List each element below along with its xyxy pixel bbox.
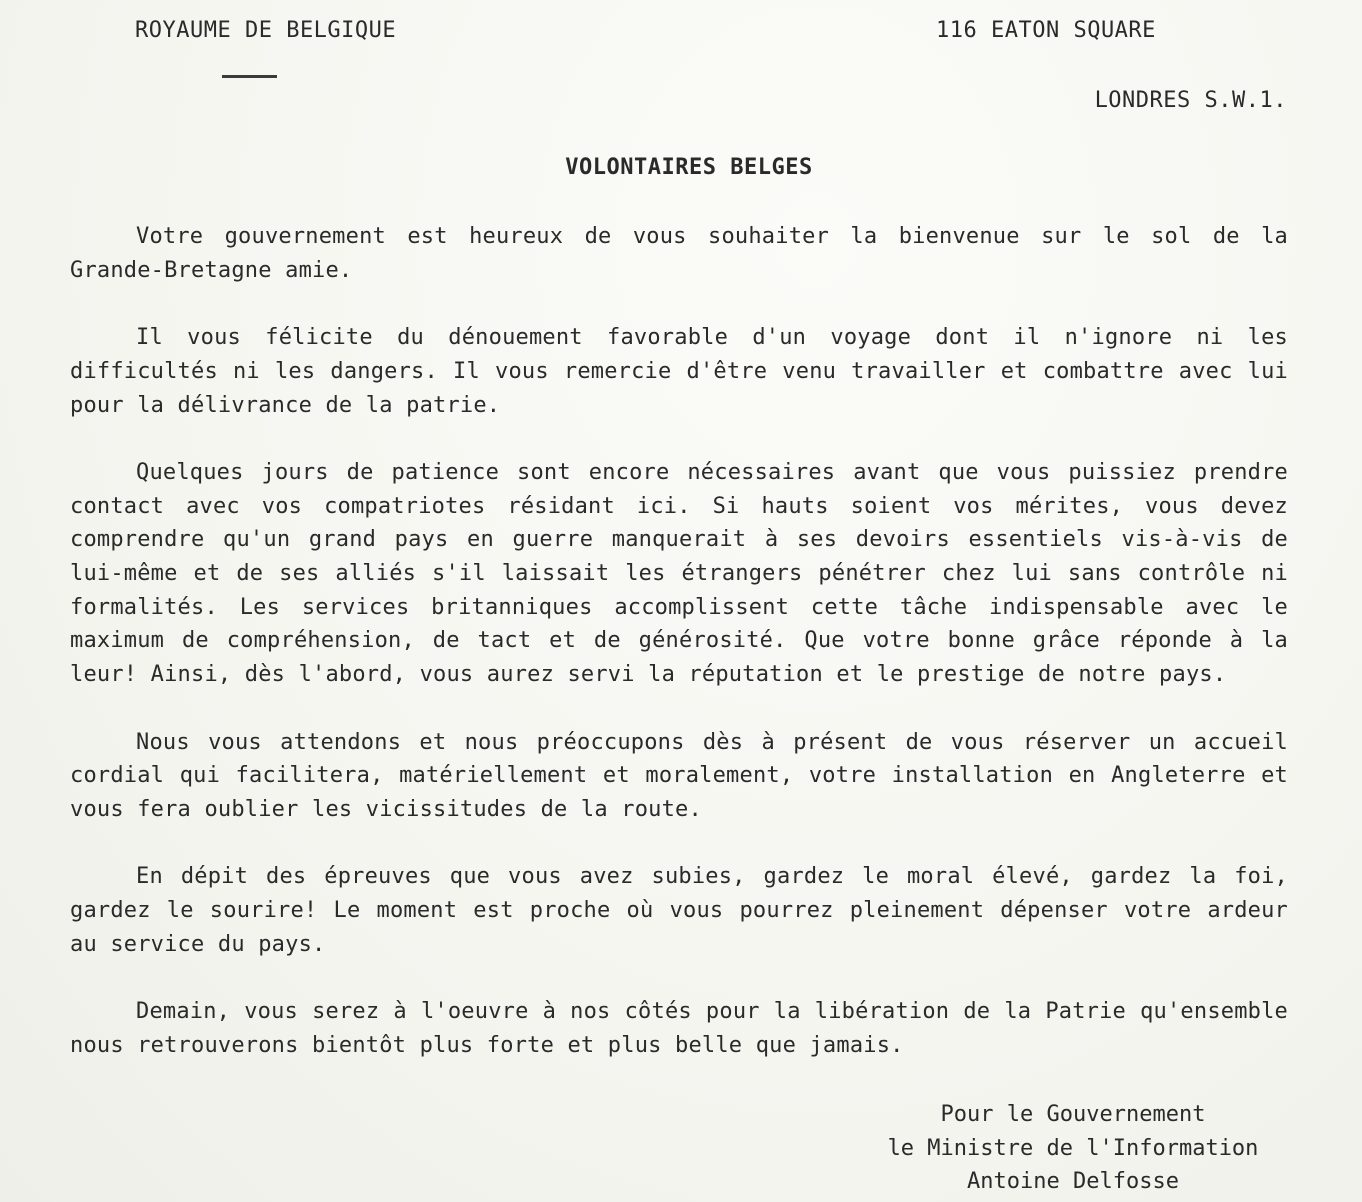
letter-body <box>70 220 1288 1096</box>
header-address: 116 EATON SQUARE <box>936 18 1156 43</box>
header-underline <box>222 75 277 78</box>
paragraph-3: Quelques jours de patience sont encore nécessaires avant que vous puissiez prendre contact avec vos compatriotes résidant ici. Si hauts soient vos mérites, vous devez comprendre qu'un grand pays en guerre manquerait à ses devoirs essentiels vis-à-vis de lui-même et de ses alliés s'il laissait les étrangers pénétrer chez lui sans contrôle ni formalités. Les services britanniques accomplissent cette tâche indispensable avec le maximum de compréhension, de tact et de générosité. Que votre bonne grâce réponde à la leur! Ainsi, dès l'abord, vous aurez servi la réputation et le prestige de notre pays. <box>70 459 1288 688</box>
paragraph-5: En dépit des épreuves que vous avez subies, gardez le moral élevé, gardez la foi, gardez le sourire! Le moment est proche où vous pourrez pleinement dépenser votre ardeur au service du pays. <box>70 864 1288 957</box>
paragraph-4: Nous vous attendons et nous préoccupons dès à présent de vous réserver un accueil cordial qui facilitera, matériellement et moralement, votre installation en Angleterre et vous fera oublier les vicissitudes de la route. <box>70 729 1288 822</box>
document-title: VOLONTAIRES BELGES <box>565 155 813 180</box>
header-city: LONDRES S.W.1. <box>1094 88 1287 113</box>
signature-block <box>860 1098 1286 1199</box>
paragraph-6: Demain, vous serez à l'oeuvre à nos côtés pour la libération de la Patrie qu'ensemble nous retrouverons bientôt plus forte et plus belle que jamais. <box>70 999 1288 1058</box>
signature-line-minister: le Ministre de l'Information <box>887 1135 1259 1161</box>
paragraph-2: Il vous félicite du dénouement favorable d'un voyage dont il n'ignore ni les difficultés ni les dangers. Il vous remercie d'être venu travailler et combattre avec lui pour la délivrance de la patrie. <box>70 325 1288 418</box>
signature-line-name: Antoine Delfosse <box>967 1169 1179 1194</box>
header-country: ROYAUME DE BELGIQUE <box>135 18 397 43</box>
paragraph-1: Votre gouvernement est heureux de vous souhaiter la bienvenue sur le sol de la Grande-Bretagne amie. <box>70 224 1288 283</box>
signature-line-government: Pour le Gouvernement <box>940 1102 1206 1127</box>
